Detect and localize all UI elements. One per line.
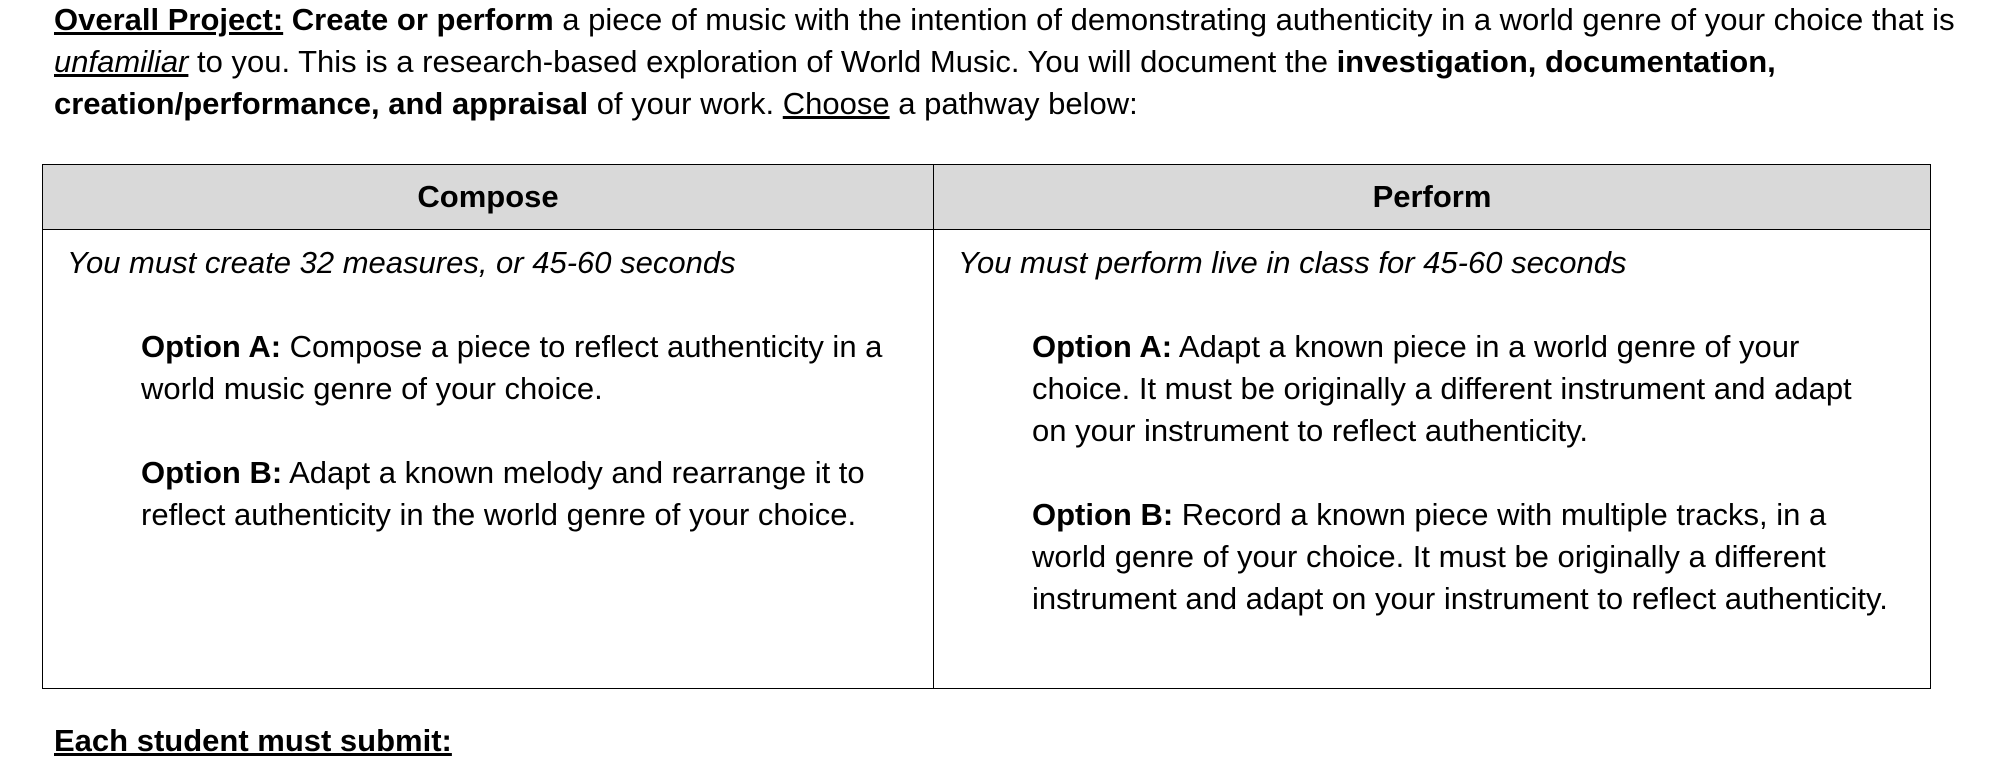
perform-cell	[934, 230, 1931, 689]
intro-bold-steps: investigation, documentation, creation/performance, and appraisal	[54, 44, 1776, 121]
perform-option-a	[1032, 326, 1930, 452]
compose-cell	[43, 230, 934, 689]
intro-lead: Create or perform	[291, 2, 554, 37]
intro-unfamiliar: unfamiliar	[54, 44, 189, 79]
compose-requirement: You must create 32 measures, or 45-60 seconds	[67, 245, 736, 280]
perform-option-b-label: Option B:	[1032, 497, 1174, 532]
perform-option-b	[1032, 494, 1930, 620]
intro-text-4: a pathway below:	[889, 86, 1138, 121]
table-header-row	[43, 165, 1931, 230]
compose-option-b-label: Option B:	[141, 455, 283, 490]
compose-option-a-label: Option A:	[141, 329, 282, 364]
intro-text-2: to you. This is a research-based exploration of World Music. You will document the	[188, 44, 1337, 79]
submit-heading: Each student must submit:	[54, 723, 452, 758]
project-intro	[54, 0, 1994, 125]
intro-label: Overall Project:	[54, 2, 284, 37]
perform-requirement: You must perform live in class for 45-60 seconds	[958, 245, 1627, 280]
intro-choose: Choose	[782, 86, 890, 121]
intro-text-3: of your work.	[588, 86, 783, 121]
perform-option-b-text: Record a known piece with multiple tracks, in a world genre of your choice. It must be originally a different instrument and adapt on your instrument to reflect authenticity.	[1032, 497, 1888, 616]
perform-option-a-text: Adapt a known piece in a world genre of your choice. It must be originally a different instrument and adapt on your instrument to reflect authenticity.	[1032, 329, 1852, 448]
perform-header: Perform	[934, 165, 1931, 230]
compose-option-b	[141, 452, 933, 536]
table-row	[43, 230, 1931, 689]
compose-option-b-text: Adapt a known melody and rearrange it to reflect authenticity in the world genre of your choice.	[141, 455, 865, 532]
intro-text-1: a piece of music with the intention of demonstrating authenticity in a world genre of your choice that is	[553, 2, 1955, 37]
compose-header: Compose	[43, 165, 934, 230]
perform-option-a-label: Option A:	[1032, 329, 1173, 364]
compose-option-a	[141, 326, 933, 410]
pathway-table	[42, 164, 1931, 689]
compose-option-a-text: Compose a piece to reflect authenticity in a world music genre of your choice.	[141, 329, 883, 406]
